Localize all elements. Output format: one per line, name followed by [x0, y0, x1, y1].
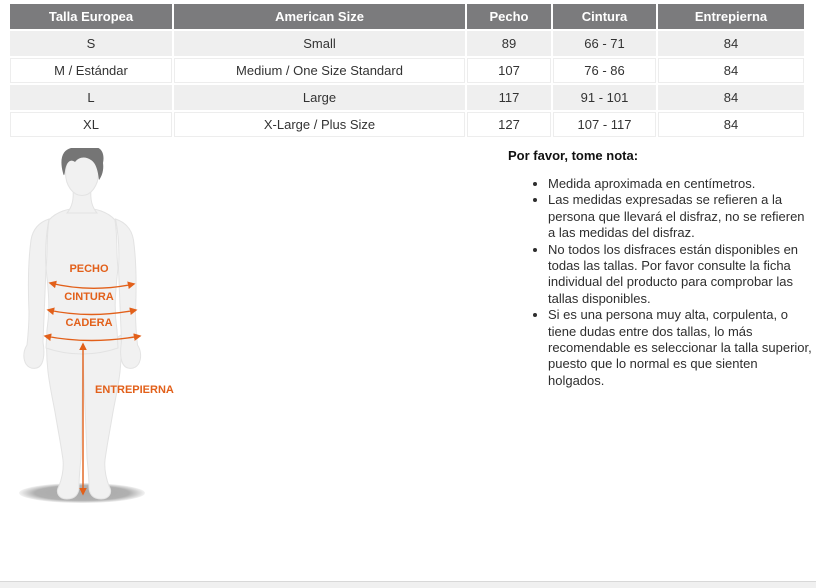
- note-item: • Medida aproximada en centímetros.: [548, 176, 814, 192]
- cell-american-size: Small: [174, 31, 465, 56]
- cell-chest: 117: [467, 85, 551, 110]
- cell-american-size: Medium / One Size Standard: [174, 58, 465, 83]
- notes-heading: Por favor, tome nota:: [508, 148, 639, 163]
- table-row-l: [10, 85, 804, 110]
- floor-shadow: [19, 483, 145, 503]
- cell-american-size: Large: [174, 85, 465, 110]
- cell-chest: 107: [467, 58, 551, 83]
- cell-inseam: 84: [658, 58, 804, 83]
- cell-waist: 76 - 86: [553, 58, 656, 83]
- arm-shape: [24, 219, 49, 368]
- table-row-m: [10, 58, 804, 83]
- waist-label: CINTURA: [64, 291, 114, 303]
- footer-divider-bar: [0, 581, 816, 588]
- column-header-chest: Pecho: [467, 4, 551, 29]
- cell-european-size: XL: [10, 112, 172, 137]
- size-chart-table: [8, 2, 806, 139]
- inseam-label: ENTREPIERNA: [95, 384, 174, 396]
- cell-waist: 91 - 101: [553, 85, 656, 110]
- cell-european-size: L: [10, 85, 172, 110]
- cell-inseam: 84: [658, 85, 804, 110]
- notes-list: [508, 176, 814, 389]
- note-item: • Si es una persona muy alta, corpulenta, o tiene dudas entre dos tallas, lo más recomendable es seleccionar la talla superior, puesto que lo normal es que sienten holgados.: [548, 307, 814, 389]
- cell-inseam: 84: [658, 112, 804, 137]
- table-row-s: [10, 31, 804, 56]
- cell-european-size: M / Estándar: [10, 58, 172, 83]
- cell-waist: 66 - 71: [553, 31, 656, 56]
- cell-waist: 107 - 117: [553, 112, 656, 137]
- note-item: • No todos los disfraces están disponibles en todas las tallas. Por favor consulte la ficha individual del producto para comprobar las tallas disponibles.: [548, 242, 814, 308]
- torso-shape: [46, 208, 118, 354]
- note-item: • Las medidas expresadas se refieren a la persona que llevará el disfraz, no se refieren a las medidas del disfraz.: [548, 192, 814, 241]
- column-header-inseam: Entrepierna: [658, 4, 804, 29]
- legs-shape: [47, 335, 122, 499]
- hip-label: CADERA: [65, 317, 113, 329]
- notes-section: [508, 148, 814, 389]
- body-measurement-figure: [0, 148, 200, 514]
- column-header-waist: Cintura: [553, 4, 656, 29]
- cell-european-size: S: [10, 31, 172, 56]
- column-header-american-size: American Size: [174, 4, 465, 29]
- chest-label: PECHO: [69, 263, 109, 275]
- cell-chest: 89: [467, 31, 551, 56]
- cell-american-size: X-Large / Plus Size: [174, 112, 465, 137]
- table-row-xl: [10, 112, 804, 137]
- column-header-european-size: Talla Europea: [10, 4, 172, 29]
- cell-chest: 127: [467, 112, 551, 137]
- table-header-row: [10, 4, 804, 29]
- cell-inseam: 84: [658, 31, 804, 56]
